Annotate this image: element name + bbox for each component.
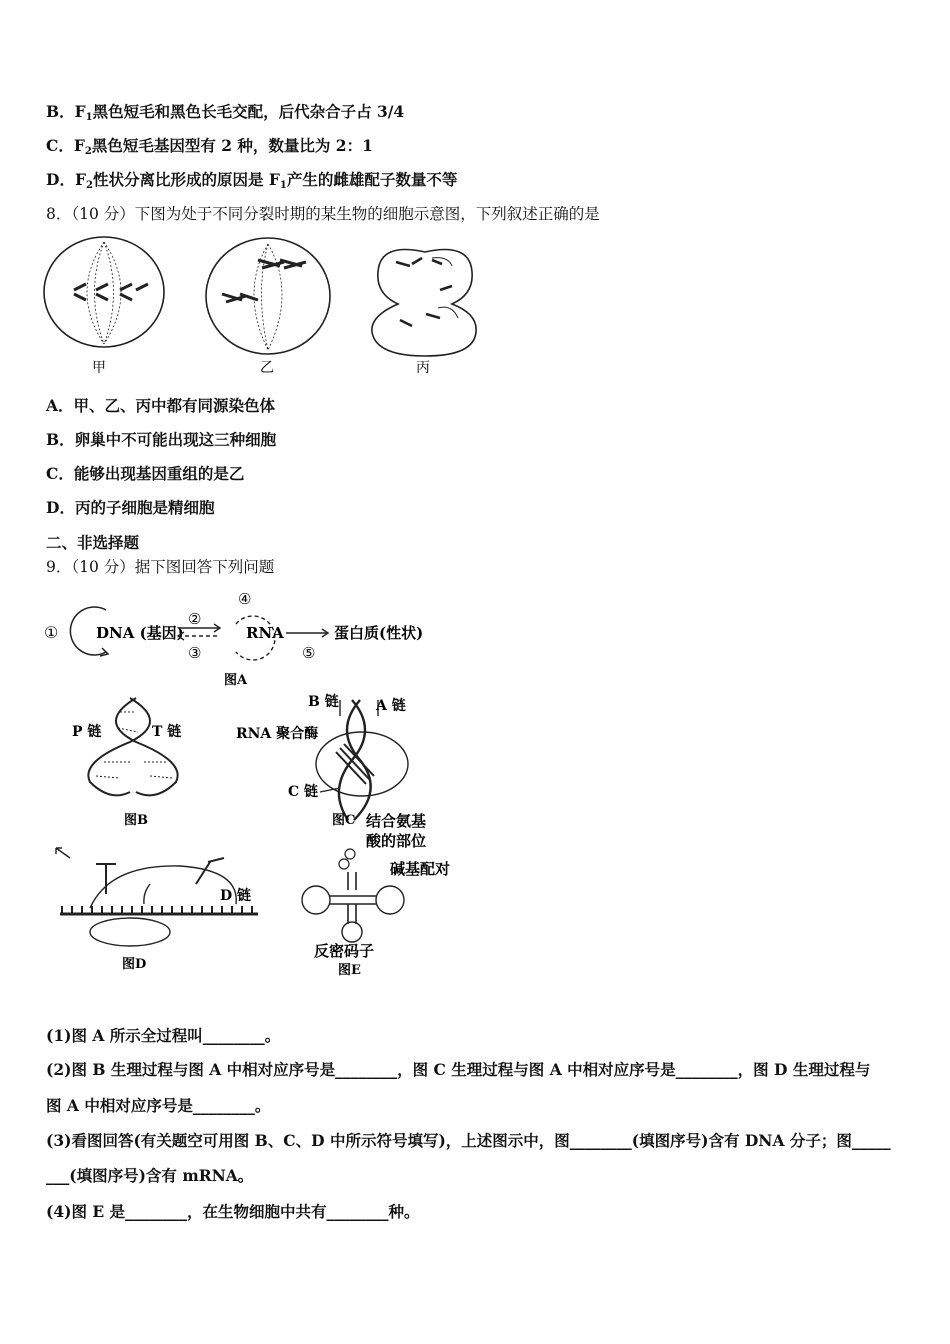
svg-text:酸的部位: 酸的部位 bbox=[366, 832, 427, 850]
svg-text:蛋白质(性状): 蛋白质(性状) bbox=[334, 624, 424, 642]
q8-stem: 8．（10 分）下图为处于不同分裂时期的某生物的细胞示意图，下列叙述正确的是 bbox=[46, 205, 600, 223]
figure-a bbox=[40, 586, 460, 692]
label-bing: 丙 bbox=[416, 360, 430, 376]
svg-text:C 链: C 链 bbox=[288, 784, 319, 800]
q9-sub1: (1)图 A 所示全过程叫________。 bbox=[46, 1026, 281, 1045]
q8-option-b: B．卵巢中不可能出现这三种细胞 bbox=[46, 430, 277, 449]
q9-sub3-cont: ___(填图序号)含有 mRNA。 bbox=[46, 1166, 254, 1185]
svg-text:④: ④ bbox=[238, 590, 252, 608]
figure-e bbox=[290, 808, 460, 976]
cell-jia bbox=[44, 237, 164, 347]
svg-text:③: ③ bbox=[188, 644, 202, 662]
figure-d bbox=[40, 844, 270, 976]
figure-b bbox=[40, 692, 220, 832]
svg-text:②: ② bbox=[188, 610, 202, 628]
svg-text:DNA (基因): DNA (基因) bbox=[96, 624, 184, 642]
svg-text:⑤: ⑤ bbox=[302, 644, 316, 662]
q7-option-c: C．$F_2$黑色短毛基因型有 2 种，数量比为 2：1 bbox=[46, 136, 373, 157]
q8-option-a: A．甲、乙、丙中都有同源染色体 bbox=[46, 396, 276, 415]
q7-option-d: D．$F_2$性状分离比形成的原因是 $F_1$产生的雌雄配子数量不等 bbox=[46, 170, 458, 191]
cell-division-figure bbox=[40, 232, 490, 382]
svg-text:反密码子: 反密码子 bbox=[314, 942, 375, 960]
cell-yi bbox=[206, 238, 330, 354]
section-title: 二、非选择题 bbox=[46, 533, 140, 552]
svg-text:T 链: T 链 bbox=[152, 724, 182, 740]
q9-sub2-cont: 图 A 中相对应序号是________。 bbox=[46, 1096, 271, 1115]
svg-text:①: ① bbox=[44, 623, 59, 642]
svg-text:图D: 图D bbox=[122, 957, 147, 972]
svg-text:RNA 聚合酶: RNA 聚合酶 bbox=[236, 726, 319, 742]
label-jia: 甲 bbox=[92, 360, 106, 376]
svg-text:A 链: A 链 bbox=[376, 698, 406, 714]
svg-text:RNA: RNA bbox=[246, 624, 284, 642]
q9-sub4: (4)图 E 是________，在生物细胞中共有________种。 bbox=[46, 1202, 420, 1221]
cell-bing bbox=[372, 250, 476, 357]
svg-text:图E: 图E bbox=[338, 963, 361, 976]
svg-text:D 链: D 链 bbox=[220, 888, 252, 904]
q7-option-b: B．$F_1$黑色短毛和黑色长毛交配，后代杂合子占 3/4 bbox=[46, 102, 405, 123]
svg-text:B 链: B 链 bbox=[308, 694, 339, 710]
svg-text:图B: 图B bbox=[124, 813, 148, 828]
q8-option-d: D．丙的子细胞是精细胞 bbox=[46, 498, 215, 517]
svg-text:图C: 图C bbox=[332, 813, 356, 828]
label-yi: 乙 bbox=[260, 360, 274, 376]
svg-text:结合氨基: 结合氨基 bbox=[366, 812, 427, 830]
q9-stem: 9．（10 分）据下图回答下列问题 bbox=[46, 558, 275, 576]
q9-sub2: (2)图 B 生理过程与图 A 中相对应序号是________，图 C 生理过程与图 A 中相对应序号是________，图 D 生理过程与 bbox=[46, 1060, 871, 1079]
svg-text:碱基配对: 碱基配对 bbox=[390, 860, 451, 878]
svg-text:图A: 图A bbox=[224, 673, 248, 688]
svg-text:P 链: P 链 bbox=[72, 724, 102, 740]
q8-option-c: C．能够出现基因重组的是乙 bbox=[46, 464, 245, 483]
q9-sub3: (3)看图回答(有关题空可用图 B、C、D 中所示符号填写)，上述图示中，图________(填图序号)含有 DNA 分子；图_____ bbox=[46, 1131, 891, 1150]
